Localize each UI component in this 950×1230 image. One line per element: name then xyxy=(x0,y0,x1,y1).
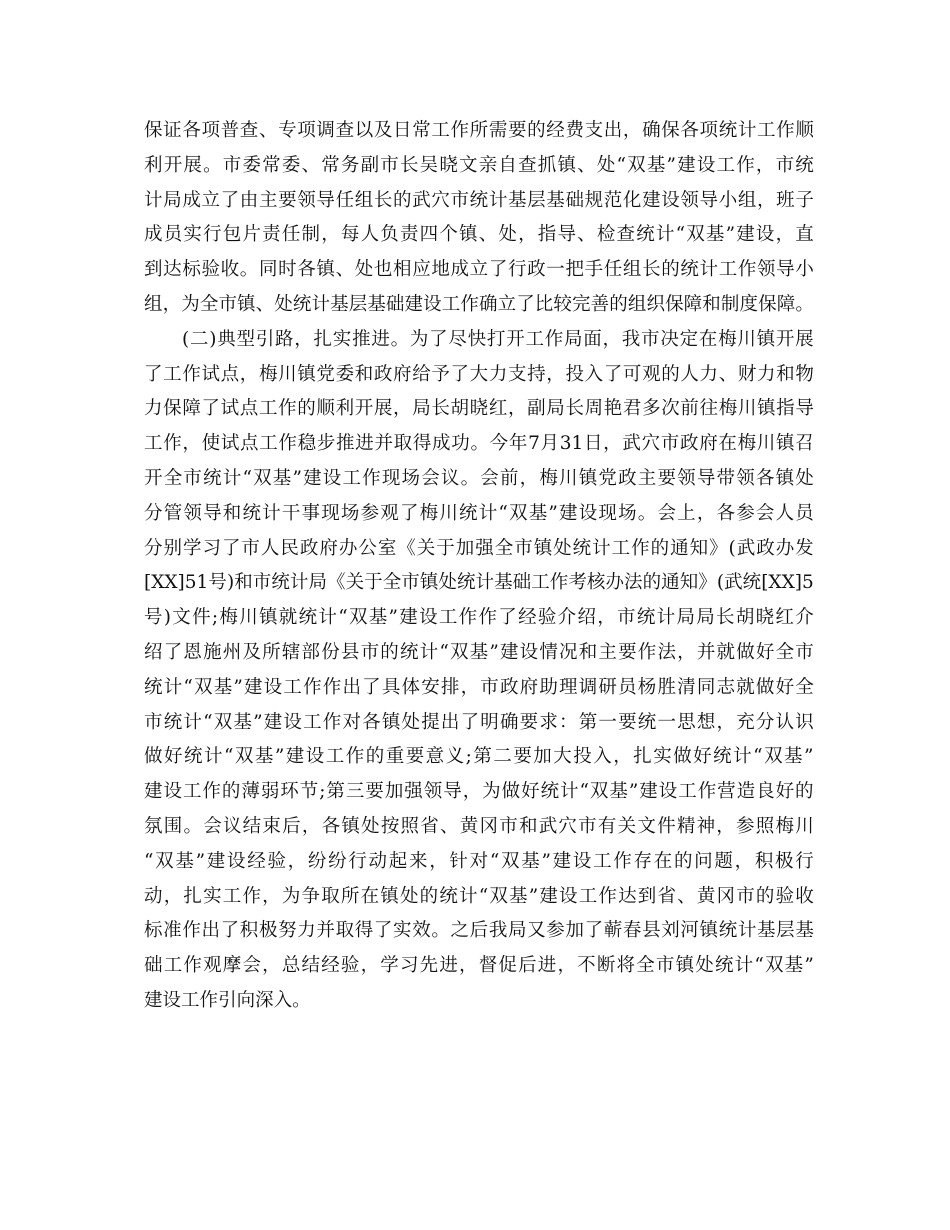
text-line: 市 统 计 “ 双 基 ” 建 设 工 作 对 各 镇 处 提 出 了 明 确 要 求 ： 第 一 要 统 一 思 想 ， 充 分 认 识 xyxy=(144,711,814,733)
text-line: 计 局 成 立 了 由 主 要 领 导 任 组 长 的 武 穴 市 统 计 基 层 基 础 规 范 化 建 设 领 导 小 组 ， 班 子 xyxy=(144,189,814,211)
text-line: 建 设 工 作 的 薄 弱 环 节 ; 第 三 要 加 强 领 导 ， 为 做 好 统 计 “ 双 基 ” 建 设 工 作 营 造 良 好 的 xyxy=(144,781,814,803)
text-line: [XX]51 号 ) 和 市 统 计 局 《 关 于 全 市 镇 处 统 计 基 础 工 作 考 核 办 法 的 通 知 》 ( 武 统 [XX]5 xyxy=(144,572,814,594)
text-line: 开 全 市 统 计 “ 双 基 ” 建 设 工 作 现 场 会 议 。 会 前 ， 梅 川 镇 党 政 主 要 领 导 带 领 各 镇 处 xyxy=(144,467,814,489)
text-line: 保 证 各 项 普 查 、 专 项 调 查 以 及 日 常 工 作 所 需 要 的 经 费 支 出 ， 确 保 各 项 统 计 工 作 顺 xyxy=(144,120,814,141)
text-line: 了 工 作 试 点 ， 梅 川 镇 党 委 和 政 府 给 予 了 大 力 支 持 ， 投 入 了 可 观 的 人 力 、 财 力 和 物 xyxy=(144,363,814,385)
text-line: 利 开 展 。 市 委 常 委 、 常 务 副 市 长 吴 晓 文 亲 自 查 抓 镇 、 处 “ 双 基 ” 建 设 工 作 ， 市 统 xyxy=(144,154,814,176)
text-line: 成 员 实 行 包 片 责 任 制 ， 每 人 负 责 四 个 镇 、 处 ， 指 导 、 检 查 统 计 “ 双 基 ” 建 设 ， 直 xyxy=(144,224,814,246)
text-line: 标 准 作 出 了 积 极 努 力 并 取 得 了 实 效 。 之 后 我 局 又 参 加 了 蕲 春 县 刘 河 镇 统 计 基 层 基 xyxy=(144,920,814,942)
text-line: 建 设 工 作 引 向 深 入 。 xyxy=(144,989,311,1011)
text-line: 力 保 障 了 试 点 工 作 的 顺 利 开 展 ， 局 长 胡 晓 红 ， 副 局 长 周 艳 君 多 次 前 往 梅 川 镇 指 导 xyxy=(144,398,814,420)
text-line: 氛 围 。 会 议 结 束 后 ， 各 镇 处 按 照 省 、 黄 冈 市 和 武 穴 市 有 关 文 件 精 神 ， 参 照 梅 川 xyxy=(144,815,814,837)
text-line: 统 计 “ 双 基 ” 建 设 工 作 作 出 了 具 体 安 排 ， 市 政 府 助 理 调 研 员 杨 胜 清 同 志 就 做 好 全 xyxy=(144,676,814,698)
document-body xyxy=(144,114,814,1019)
text-line: 组 ， 为 全 市 镇 、 处 统 计 基 层 基 础 建 设 工 作 确 立 了 比 较 完 善 的 组 织 保 障 和 制 度 保 障 。 xyxy=(144,293,814,315)
text-line: 础 工 作 观 摩 会 ， 总 结 经 验 ， 学 习 先 进 ， 督 促 后 进 ， 不 断 将 全 市 镇 处 统 计 “ 双 基 ” xyxy=(144,955,814,977)
text-line: 动 ， 扎 实 工 作 ， 为 争 取 所 在 镇 处 的 统 计 “ 双 基 ” 建 设 工 作 达 到 省 、 黄 冈 市 的 验 收 xyxy=(144,885,814,907)
text-line: 到 达 标 验 收 。 同 时 各 镇 、 处 也 相 应 地 成 立 了 行 政 一 把 手 任 组 长 的 统 计 工 作 领 导 小 xyxy=(144,259,814,281)
text-line: 分 管 领 导 和 统 计 干 事 现 场 参 观 了 梅 川 统 计 “ 双 基 ” 建 设 现 场 。 会 上 ， 各 参 会 人 员 xyxy=(144,502,814,524)
text-line: “ 双 基 ” 建 设 经 验 ， 纷 纷 行 动 起 来 ， 针 对 “ 双 基 ” 建 设 工 作 存 在 的 问 题 ， 积 极 行 xyxy=(144,850,814,872)
text-line: 工 作 ， 使 试 点 工 作 稳 步 推 进 并 取 得 成 功 。 今 年 7 月 31 日 ， 武 穴 市 政 府 在 梅 川 镇 召 xyxy=(144,433,814,455)
text-line: 绍 了 恩 施 州 及 所 辖 部 份 县 市 的 统 计 “ 双 基 ” 建 设 情 况 和 主 要 作 法 ， 并 就 做 好 全 市 xyxy=(144,641,814,663)
text-line: 分 别 学 习 了 市 人 民 政 府 办 公 室 《 关 于 加 强 全 市 镇 处 统 计 工 作 的 通 知 》 ( 武 政 办 发 xyxy=(144,537,814,559)
text-line: ( 二 ) 典 型 引 路 ， 扎 实 推 进 。 为 了 尽 快 打 开 工 作 局 面 ， 我 市 决 定 在 梅 川 镇 开 展 xyxy=(182,328,814,350)
text-line: 号 ) 文 件 ; 梅 川 镇 就 统 计 “ 双 基 ” 建 设 工 作 作 了 经 验 介 绍 ， 市 统 计 局 局 长 胡 晓 红 介 xyxy=(144,607,814,629)
text-line: 做 好 统 计 “ 双 基 ” 建 设 工 作 的 重 要 意 义 ; 第 二 要 加 大 投 入 ， 扎 实 做 好 统 计 “ 双 基 ” xyxy=(144,746,814,768)
